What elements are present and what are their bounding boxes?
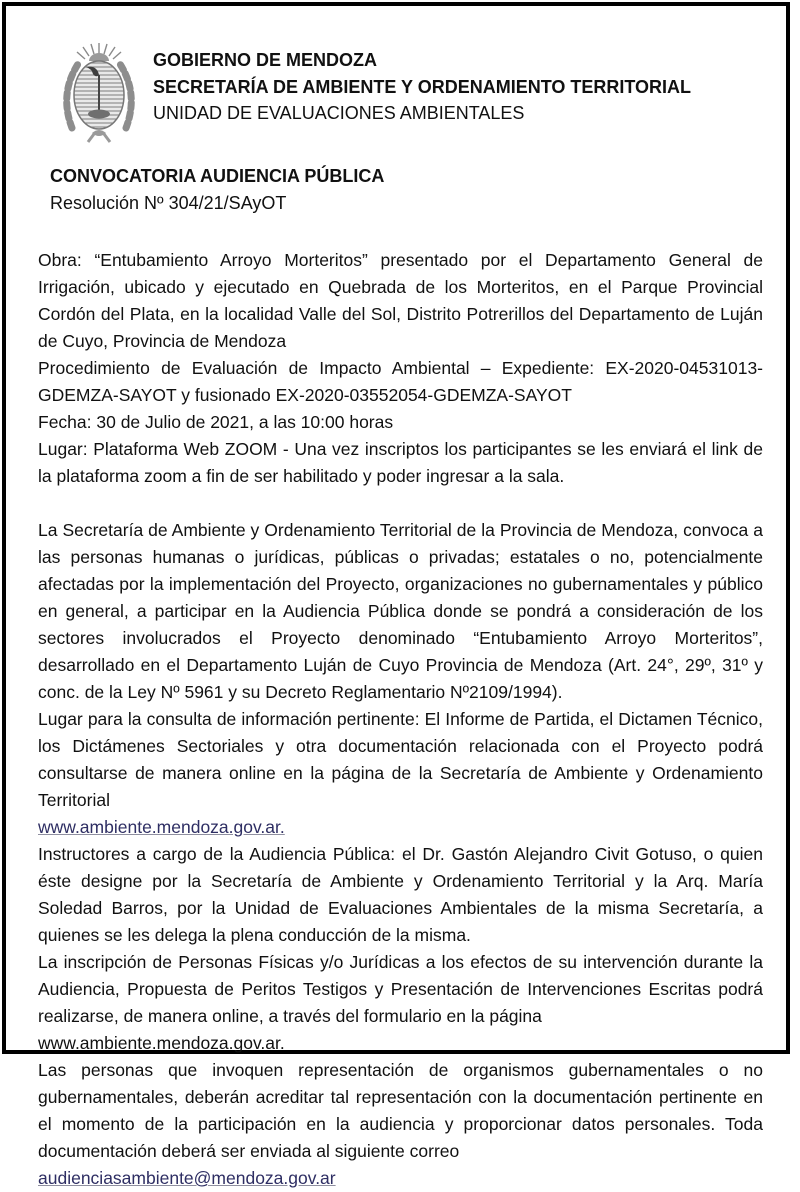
paragraph-lugar: Lugar: Plataforma Web ZOOM - Una vez inscriptos los participantes se les enviará el link de la plataforma zoom a fin de ser habilitado y poder ingresar a la sala.	[38, 439, 763, 486]
rising-sun	[89, 53, 109, 61]
paragraph-consulta: Lugar para la consulta de información pertinente: El Informe de Partida, el Dictamen Técnico, los Dictámenes Sectoriales y otra documentación relacionada con el Proyecto podrá consultarse de manera online en la página de la Secretaría de Ambiente y Ordenamiento Territorial	[38, 709, 763, 810]
paragraph-obra: Obra: “Entubamiento Arroyo Morteritos” presentado por el Departamento General de Irrigación, ubicado y ejecutado en Quebrada de los Morteritos, en el Parque Provincial Cordón del Plata, en la localidad Valle del Sol, Distrito Potrerillos del Departamento de Luján de Cuyo, Provincia de Mendoza	[38, 250, 763, 351]
document-title: CONVOCATORIA AUDIENCIA PÚBLICA	[50, 166, 385, 186]
document-page	[2, 2, 790, 1188]
organization-block	[153, 42, 691, 144]
org-unit-line: UNIDAD DE EVALUACIONES AMBIENTALES	[153, 103, 525, 123]
paragraph-fecha: Fecha: 30 de Julio de 2021, a las 10:00 horas	[38, 412, 394, 432]
org-government-line: GOBIERNO DE MENDOZA	[153, 50, 378, 70]
title-block	[50, 163, 786, 217]
document-body	[38, 247, 763, 1192]
ambiente-website-text: www.ambiente.mendoza.gov.ar.	[38, 1033, 285, 1053]
audiencias-email-link[interactable]: audienciasambiente@mendoza.gov.ar	[38, 1168, 336, 1188]
paragraph-representacion: Las personas que invoquen representación de organismos gubernamentales o no gubernamentales, deberán acreditar tal representación con la documentación pertinente en el momento de la participación en la audiencia y proporcionar datos personales. Toda documentación deberá ser enviada al siguiente correo	[38, 1060, 763, 1161]
org-secretariat-line: SECRETARÍA DE AMBIENTE Y ORDENAMIENTO TERRITORIAL	[153, 76, 692, 97]
paragraph-instructores: Instructores a cargo de la Audiencia Pública: el Dr. Gastón Alejandro Civit Gotuso, o quien éste designe por la Secretaría de Ambiente y Ordenamiento Territorial y la Arq. María Soledad Barros, por la Unidad de Evaluaciones Ambientales de la misma Secretaría, a quienes se les delega la plena conducción de la misma.	[38, 844, 763, 945]
resolution-number: Resolución Nº 304/21/SAyOT	[50, 193, 287, 213]
clasped-hands	[88, 110, 110, 119]
letterhead	[56, 42, 786, 144]
paragraph-convocatoria: La Secretaría de Ambiente y Ordenamiento Territorial de la Provincia de Mendoza, convoca a las personas humanas o jurídicas, públicas o privadas; estatales o no, potencialmente afectadas por la implementación del Proyecto, organizaciones no gubernamentales y público en general, a participar en la Audiencia Pública donde se pondrá a consideración de los sectores involucrados el Proyecto denominado “Entubamiento Arroyo Morteritos”, desarrollado en el Departamento Luján de Cuyo Provincia de Mendoza (Art. 24°, 29º, 31º y conc. de la Ley Nº 5961 y su Decreto Reglamentario Nº2109/1994).	[38, 520, 763, 702]
mendoza-coat-of-arms-svg	[56, 42, 142, 144]
mendoza-coat-of-arms-icon	[56, 42, 142, 144]
paragraph-procedimiento: Procedimiento de Evaluación de Impacto Ambiental – Expediente: EX-2020-04531013-GDEMZA-SAYOT y fusionado EX-2020-03552054-GDEMZA-SAYOT	[38, 358, 763, 405]
paragraph-inscripcion: La inscripción de Personas Físicas y/o Jurídicas a los efectos de su intervención durante la Audiencia, Propuesta de Peritos Testigos y Presentación de Intervenciones Escritas podrá realizarse, de manera online, a través del formulario en la página	[38, 952, 763, 1026]
ambiente-website-link[interactable]: www.ambiente.mendoza.gov.ar.	[38, 817, 285, 837]
